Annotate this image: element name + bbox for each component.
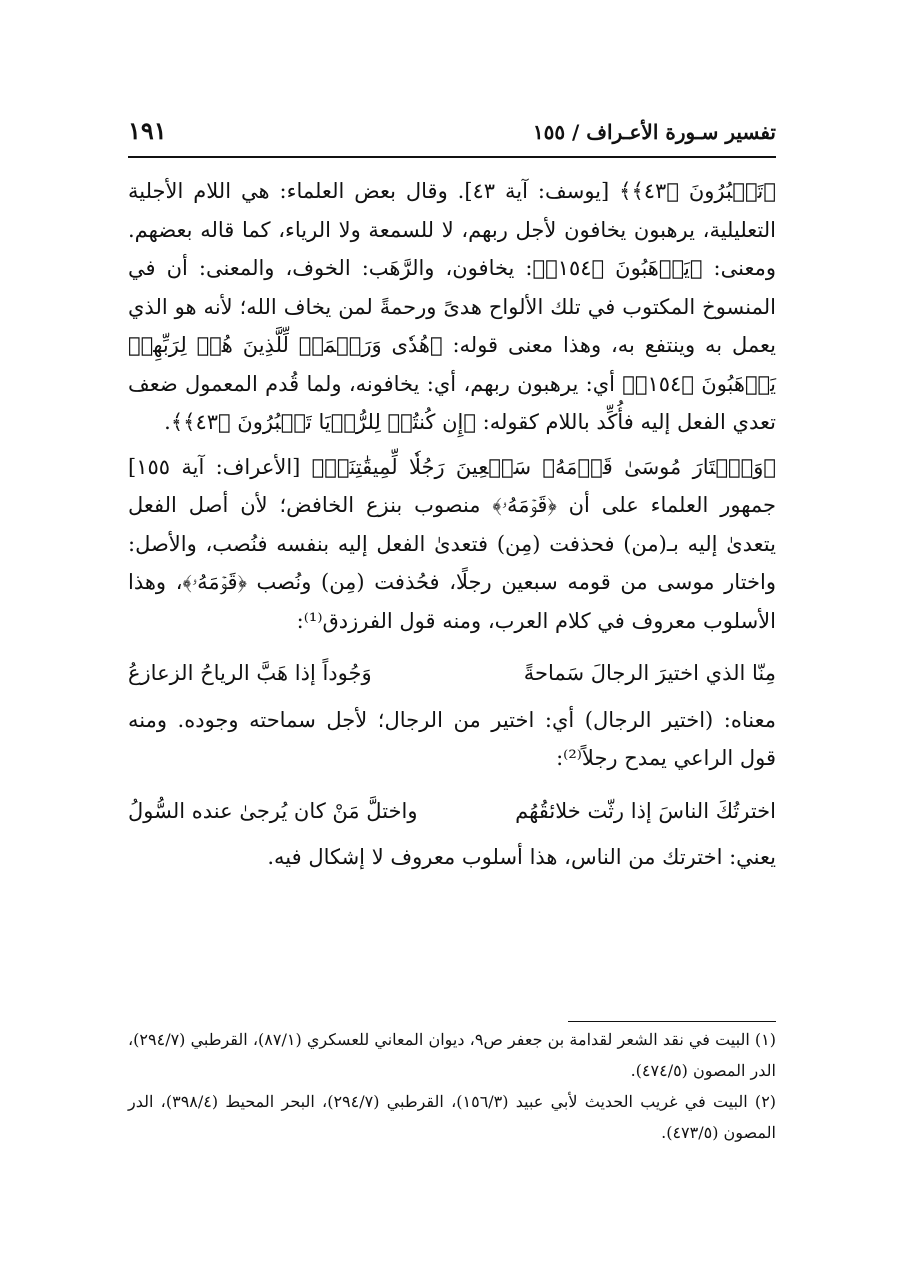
page-number: ١٩١	[128, 116, 167, 145]
verse-1-second-hemistich: وَجُوداً إذا هَبَّ الرياحُ الزعازعُ	[128, 661, 372, 685]
paragraph-3: معناه: (اختير الرجال) أي: اختير من الرجال؛ لأجل سماحته وجوده. ومنه قول الراعي يمدح رجلاً⁽²⁾:	[128, 707, 776, 770]
poetry-verse-1	[128, 654, 776, 693]
footnote-2: (٢) البيت في غريب الحديث لأبي عبيد (١٥٦/٣)، القرطبي (٢٩٤/٧)، البحر المحيط (٣٩٨/٤)، الدر المصون (٤٧٣/٥).	[128, 1092, 777, 1142]
main-text	[128, 172, 776, 877]
page-header	[128, 116, 776, 158]
footnotes	[128, 1024, 776, 1148]
paragraph-2: ﴿وَٱخۡتَارَ مُوسَىٰ قَوۡمَهُۥ سَبۡعِينَ رَجُلٗا لِّمِيقَٰتِنَاۖ﴾ [الأعراف: آية ١٥٥] جمهور العلماء على أن ﴿قَوۡمَهُۥ﴾ منصوب بنزع الخافض؛ لأن أصل الفعل يتعدىٰ إليه بـ(من) فحذفت (مِن) فتعدىٰ الفعل إليه بنفسه فنُصب، والأصل: واختار موسى من قومه سبعين رجلًا، فحُذفت (مِن) ونُصب ﴿قَوۡمَهُۥ﴾، وهذا الأسلوب معروف في كلام العرب، ومنه قول الفرزدق⁽¹⁾:	[128, 454, 776, 633]
running-title: تفسير سـورة الأعـراف / ١٥٥	[532, 120, 776, 144]
footnote-1: (١) البيت في نقد الشعر لقدامة بن جعفر ص٩، ديوان المعاني للعسكري (٨٧/١)، القرطبي (٢٩٤/٧)، الدر المصون (٤٧٤/٥).	[128, 1030, 777, 1080]
paragraph-4: يعني: اخترتك من الناس، هذا أسلوب معروف لا إشكال فيه.	[267, 845, 776, 869]
verse-2-second-hemistich: واختلَّ مَنْ كان يُرجىٰ عنده السُّولُ	[128, 798, 418, 823]
verse-1-first-hemistich: مِنّا الذي اختيرَ الرجالَ سَماحةً	[523, 661, 776, 685]
verse-2-first-hemistich: اخترتُكَ الناسَ إذا رثّت خلائقُهُم	[515, 798, 776, 823]
paragraph-1: ﴿تَعۡبُرُونَ ﴿٤٣﴾﴾ [يوسف: آية ٤٣]. وقال بعض العلماء: هي اللام الأجلية التعليلية، يرهبون يخافون لأجل ربهم، لا للسمعة ولا الرياء، كما قاله بعضهم. ومعنى: ﴿يَرۡهَبُونَ ﴿١٥٤﴾﴾: يخافون، والرَّهَب: الخوف، والمعنى: أن في المنسوخ المكتوب في تلك الألواح هدىً ورحمةً لمن يخاف الله؛ لأنه هو الذي يعمل به وينتفع به، وهذا معنى قوله: ﴿هُدٗى وَرَحۡمَةٞ لِّلَّذِينَ هُمۡ لِرَبِّهِمۡ يَرۡهَبُونَ ﴿١٥٤﴾﴾ أي: يرهبون ربهم، أي: يخافونه، ولما قُدم المعمول ضعف تعدي الفعل إليه فأُكِّد باللام كقوله: ﴿إِن كُنتُمۡ لِلرُّءۡيَا تَعۡبُرُونَ ﴿٤٣﴾﴾.	[128, 179, 776, 434]
poetry-verse-2	[128, 792, 776, 831]
footnote-divider	[568, 1021, 776, 1022]
